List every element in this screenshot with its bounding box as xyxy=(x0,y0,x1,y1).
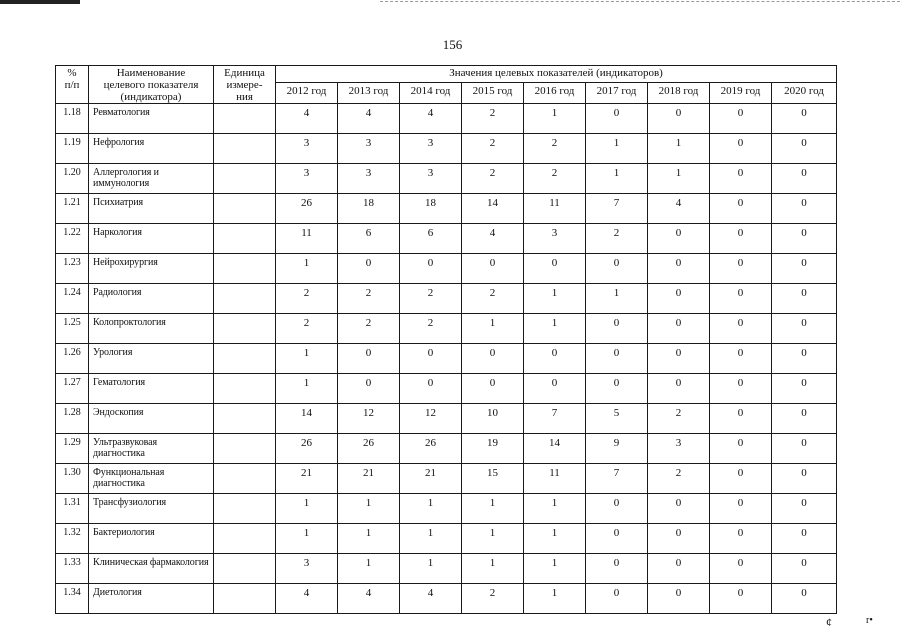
row-value: 0 xyxy=(710,344,772,374)
row-value: 4 xyxy=(462,224,524,254)
row-value: 4 xyxy=(276,584,338,614)
row-value: 1 xyxy=(400,554,462,584)
row-value: 0 xyxy=(586,524,648,554)
row-unit xyxy=(214,104,276,134)
row-indicator-name: Аллергология и иммунология xyxy=(89,164,214,194)
row-indicator-name: Нефрология xyxy=(89,134,214,164)
row-value: 0 xyxy=(338,344,400,374)
row-value: 0 xyxy=(772,134,837,164)
row-value: 0 xyxy=(710,464,772,494)
row-number: 1.29 xyxy=(56,434,89,464)
row-value: 0 xyxy=(648,374,710,404)
table-row xyxy=(56,104,837,134)
corner-mark-1: ¢ xyxy=(826,615,832,629)
row-value: 1 xyxy=(524,584,586,614)
row-value: 0 xyxy=(586,584,648,614)
row-value: 1 xyxy=(648,164,710,194)
table-row xyxy=(56,134,837,164)
header-year: 2020 год xyxy=(772,83,837,104)
row-value: 3 xyxy=(276,554,338,584)
row-unit xyxy=(214,524,276,554)
row-value: 18 xyxy=(338,194,400,224)
row-value: 0 xyxy=(400,344,462,374)
row-value: 0 xyxy=(710,254,772,284)
row-value: 0 xyxy=(338,254,400,284)
row-value: 0 xyxy=(772,434,837,464)
header-year: 2014 год xyxy=(400,83,462,104)
row-value: 0 xyxy=(772,524,837,554)
row-value: 2 xyxy=(276,284,338,314)
row-value: 1 xyxy=(524,554,586,584)
row-indicator-name: Ревматология xyxy=(89,104,214,134)
row-unit xyxy=(214,164,276,194)
row-indicator-name: Колопроктология xyxy=(89,314,214,344)
row-value: 1 xyxy=(400,494,462,524)
row-value: 14 xyxy=(276,404,338,434)
row-value: 0 xyxy=(772,254,837,284)
row-value: 26 xyxy=(276,434,338,464)
row-value: 0 xyxy=(586,494,648,524)
row-number: 1.28 xyxy=(56,404,89,434)
row-value: 2 xyxy=(524,164,586,194)
row-value: 0 xyxy=(772,284,837,314)
row-value: 0 xyxy=(586,374,648,404)
row-value: 7 xyxy=(524,404,586,434)
row-number: 1.19 xyxy=(56,134,89,164)
row-indicator-name: Психиатрия xyxy=(89,194,214,224)
table-row xyxy=(56,314,837,344)
row-number: 1.32 xyxy=(56,524,89,554)
row-number: 1.27 xyxy=(56,374,89,404)
row-indicator-name: Функциональная диагностика xyxy=(89,464,214,494)
row-value: 0 xyxy=(648,494,710,524)
row-value: 3 xyxy=(276,134,338,164)
row-value: 0 xyxy=(586,254,648,284)
row-value: 18 xyxy=(400,194,462,224)
row-indicator-name: Диетология xyxy=(89,584,214,614)
row-value: 0 xyxy=(400,254,462,284)
row-value: 0 xyxy=(710,494,772,524)
row-value: 1 xyxy=(586,134,648,164)
row-unit xyxy=(214,584,276,614)
row-indicator-name: Наркология xyxy=(89,224,214,254)
row-value: 0 xyxy=(710,524,772,554)
row-indicator-name: Нейрохирургия xyxy=(89,254,214,284)
row-unit xyxy=(214,554,276,584)
header-values-group: Значения целевых показателей (индикаторов) xyxy=(276,66,837,83)
row-value: 12 xyxy=(400,404,462,434)
row-value: 10 xyxy=(462,404,524,434)
row-number: 1.21 xyxy=(56,194,89,224)
row-value: 1 xyxy=(276,374,338,404)
row-value: 2 xyxy=(462,164,524,194)
row-value: 3 xyxy=(524,224,586,254)
row-indicator-name: Бактериология xyxy=(89,524,214,554)
row-value: 1 xyxy=(462,494,524,524)
row-value: 2 xyxy=(400,284,462,314)
row-value: 0 xyxy=(462,254,524,284)
row-value: 0 xyxy=(772,344,837,374)
row-value: 4 xyxy=(400,584,462,614)
row-value: 4 xyxy=(400,104,462,134)
row-value: 2 xyxy=(338,314,400,344)
table-body xyxy=(56,104,837,614)
row-value: 2 xyxy=(648,404,710,434)
row-value: 0 xyxy=(648,224,710,254)
row-value: 5 xyxy=(586,404,648,434)
row-value: 3 xyxy=(400,164,462,194)
row-unit xyxy=(214,254,276,284)
row-value: 0 xyxy=(710,404,772,434)
row-value: 0 xyxy=(586,104,648,134)
row-value: 0 xyxy=(648,524,710,554)
row-value: 0 xyxy=(772,464,837,494)
row-value: 2 xyxy=(462,284,524,314)
row-value: 21 xyxy=(276,464,338,494)
row-value: 15 xyxy=(462,464,524,494)
row-indicator-name: Трансфузиология xyxy=(89,494,214,524)
row-value: 2 xyxy=(338,284,400,314)
row-value: 1 xyxy=(338,554,400,584)
row-value: 1 xyxy=(524,524,586,554)
row-value: 0 xyxy=(710,164,772,194)
row-unit xyxy=(214,434,276,464)
row-number: 1.23 xyxy=(56,254,89,284)
table-row xyxy=(56,254,837,284)
row-value: 0 xyxy=(524,374,586,404)
table-row xyxy=(56,194,837,224)
row-value: 1 xyxy=(648,134,710,164)
row-value: 1 xyxy=(338,524,400,554)
row-value: 0 xyxy=(400,374,462,404)
row-value: 2 xyxy=(648,464,710,494)
header-row-top xyxy=(56,66,837,83)
row-value: 0 xyxy=(710,104,772,134)
row-number: 1.18 xyxy=(56,104,89,134)
header-year: 2012 год xyxy=(276,83,338,104)
row-unit xyxy=(214,314,276,344)
row-value: 11 xyxy=(524,194,586,224)
row-value: 4 xyxy=(338,104,400,134)
row-value: 0 xyxy=(772,374,837,404)
table-row xyxy=(56,524,837,554)
row-value: 1 xyxy=(276,254,338,284)
row-value: 3 xyxy=(400,134,462,164)
row-value: 0 xyxy=(772,314,837,344)
row-value: 6 xyxy=(338,224,400,254)
header-year: 2013 год xyxy=(338,83,400,104)
row-value: 0 xyxy=(772,224,837,254)
row-value: 0 xyxy=(586,554,648,584)
header-year: 2017 год xyxy=(586,83,648,104)
row-value: 2 xyxy=(524,134,586,164)
row-value: 0 xyxy=(772,584,837,614)
table-row xyxy=(56,464,837,494)
header-unit: Единица измере- ния xyxy=(214,66,276,104)
row-value: 1 xyxy=(276,344,338,374)
indicators-table xyxy=(55,65,837,614)
row-value: 0 xyxy=(710,314,772,344)
row-unit xyxy=(214,284,276,314)
row-value: 0 xyxy=(772,494,837,524)
row-value: 0 xyxy=(648,584,710,614)
table-row xyxy=(56,164,837,194)
row-unit xyxy=(214,404,276,434)
row-value: 0 xyxy=(710,224,772,254)
header-name: Наименование целевого показателя (индикатора) xyxy=(89,66,214,104)
table-row xyxy=(56,554,837,584)
row-indicator-name: Ультразвуковая диагностика xyxy=(89,434,214,464)
header-year: 2018 год xyxy=(648,83,710,104)
row-value: 4 xyxy=(648,194,710,224)
row-number: 1.30 xyxy=(56,464,89,494)
header-year: 2015 год xyxy=(462,83,524,104)
header-year: 2016 год xyxy=(524,83,586,104)
row-value: 0 xyxy=(772,194,837,224)
row-value: 0 xyxy=(648,314,710,344)
row-value: 2 xyxy=(276,314,338,344)
row-number: 1.24 xyxy=(56,284,89,314)
row-indicator-name: Гематология xyxy=(89,374,214,404)
header-year: 2019 год xyxy=(710,83,772,104)
row-value: 7 xyxy=(586,464,648,494)
row-value: 0 xyxy=(772,104,837,134)
row-value: 0 xyxy=(586,344,648,374)
table-row xyxy=(56,584,837,614)
row-value: 6 xyxy=(400,224,462,254)
row-value: 4 xyxy=(276,104,338,134)
row-value: 7 xyxy=(586,194,648,224)
row-value: 0 xyxy=(710,134,772,164)
row-value: 3 xyxy=(276,164,338,194)
row-value: 1 xyxy=(586,164,648,194)
row-value: 2 xyxy=(462,104,524,134)
row-value: 0 xyxy=(710,374,772,404)
row-value: 2 xyxy=(586,224,648,254)
row-value: 0 xyxy=(710,554,772,584)
row-value: 0 xyxy=(648,254,710,284)
row-value: 14 xyxy=(462,194,524,224)
row-number: 1.34 xyxy=(56,584,89,614)
table-row xyxy=(56,494,837,524)
row-value: 9 xyxy=(586,434,648,464)
row-unit xyxy=(214,344,276,374)
row-number: 1.31 xyxy=(56,494,89,524)
row-value: 0 xyxy=(586,314,648,344)
row-value: 3 xyxy=(338,134,400,164)
row-number: 1.22 xyxy=(56,224,89,254)
row-unit xyxy=(214,224,276,254)
row-number: 1.33 xyxy=(56,554,89,584)
row-value: 0 xyxy=(772,164,837,194)
row-number: 1.20 xyxy=(56,164,89,194)
row-value: 21 xyxy=(338,464,400,494)
table-row xyxy=(56,374,837,404)
row-unit xyxy=(214,134,276,164)
row-value: 11 xyxy=(276,224,338,254)
row-value: 14 xyxy=(524,434,586,464)
row-value: 26 xyxy=(400,434,462,464)
row-value: 3 xyxy=(648,434,710,464)
row-value: 0 xyxy=(710,194,772,224)
row-value: 26 xyxy=(276,194,338,224)
row-value: 1 xyxy=(524,284,586,314)
row-value: 1 xyxy=(276,494,338,524)
table-row xyxy=(56,434,837,464)
row-value: 0 xyxy=(772,554,837,584)
row-value: 2 xyxy=(462,584,524,614)
row-value: 2 xyxy=(462,134,524,164)
row-value: 1 xyxy=(276,524,338,554)
table-row xyxy=(56,404,837,434)
table-row xyxy=(56,224,837,254)
row-unit xyxy=(214,194,276,224)
row-number: 1.25 xyxy=(56,314,89,344)
row-value: 1 xyxy=(462,314,524,344)
row-value: 1 xyxy=(524,494,586,524)
corner-mark-2: r• xyxy=(866,615,873,626)
row-value: 0 xyxy=(338,374,400,404)
row-value: 0 xyxy=(462,344,524,374)
row-value: 1 xyxy=(524,104,586,134)
row-value: 4 xyxy=(338,584,400,614)
row-value: 1 xyxy=(400,524,462,554)
row-value: 3 xyxy=(338,164,400,194)
row-unit xyxy=(214,464,276,494)
row-value: 1 xyxy=(338,494,400,524)
row-value: 0 xyxy=(710,284,772,314)
row-value: 1 xyxy=(586,284,648,314)
row-value: 0 xyxy=(524,344,586,374)
top-rule-left xyxy=(0,0,80,4)
header-num: % п/п xyxy=(56,66,89,104)
row-value: 1 xyxy=(462,554,524,584)
row-value: 0 xyxy=(648,284,710,314)
row-value: 19 xyxy=(462,434,524,464)
row-unit xyxy=(214,374,276,404)
row-value: 21 xyxy=(400,464,462,494)
row-value: 1 xyxy=(462,524,524,554)
row-indicator-name: Радиология xyxy=(89,284,214,314)
top-rule-right xyxy=(380,1,900,3)
row-value: 12 xyxy=(338,404,400,434)
row-value: 0 xyxy=(772,404,837,434)
row-value: 0 xyxy=(648,104,710,134)
row-value: 0 xyxy=(710,434,772,464)
row-value: 26 xyxy=(338,434,400,464)
table-row xyxy=(56,344,837,374)
row-value: 11 xyxy=(524,464,586,494)
row-value: 0 xyxy=(710,584,772,614)
row-value: 0 xyxy=(648,554,710,584)
row-indicator-name: Урология xyxy=(89,344,214,374)
row-unit xyxy=(214,494,276,524)
page-number: 156 xyxy=(442,37,463,52)
row-value: 0 xyxy=(648,344,710,374)
row-value: 0 xyxy=(524,254,586,284)
row-value: 2 xyxy=(400,314,462,344)
row-indicator-name: Клиническая фармакология xyxy=(89,554,214,584)
row-number: 1.26 xyxy=(56,344,89,374)
row-indicator-name: Эндоскопия xyxy=(89,404,214,434)
row-value: 0 xyxy=(462,374,524,404)
row-value: 1 xyxy=(524,314,586,344)
table-row xyxy=(56,284,837,314)
